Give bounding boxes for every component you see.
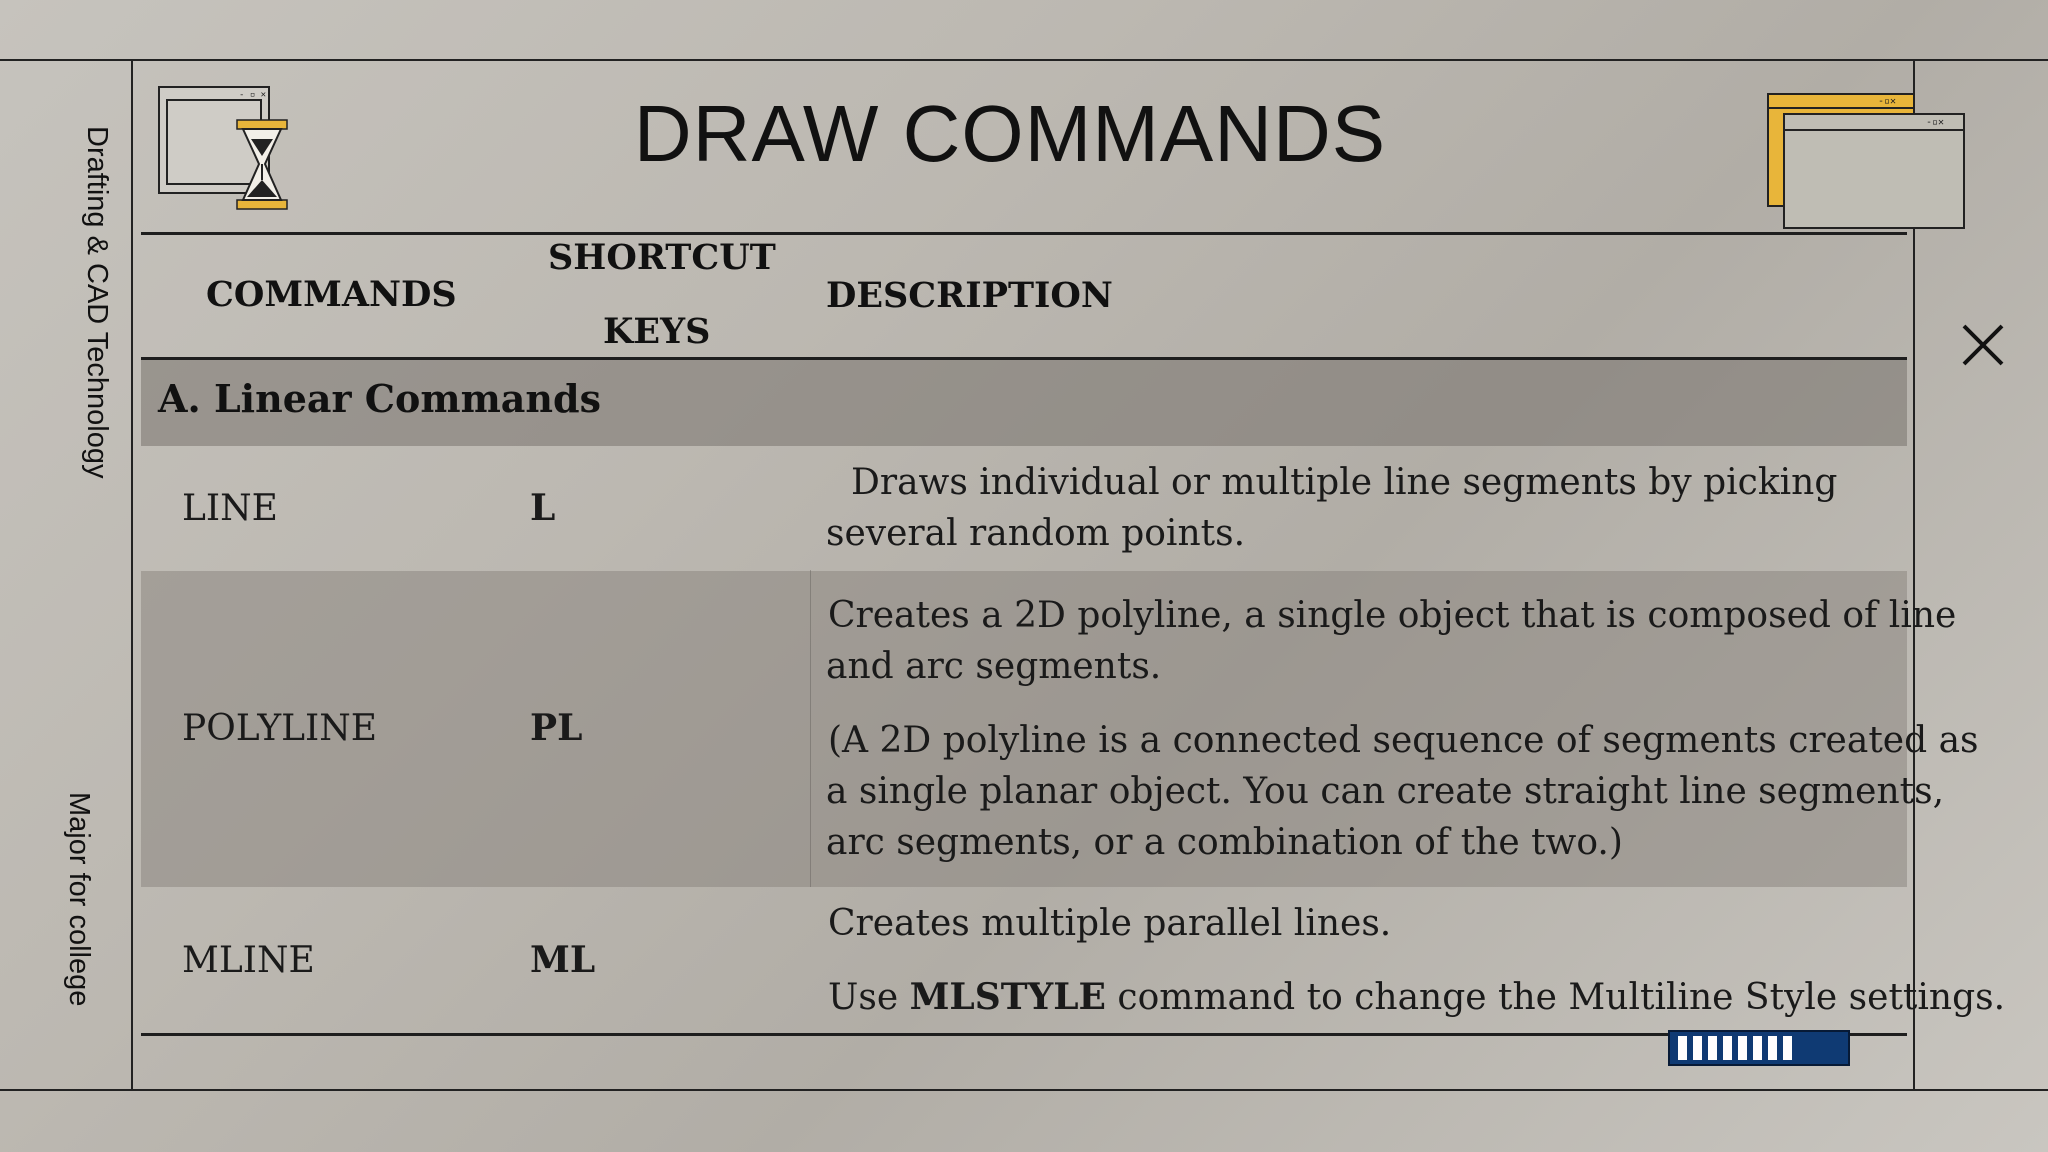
page-title: DRAW COMMANDS: [633, 89, 1387, 178]
description-line: and arc segments.: [826, 646, 1162, 687]
major-label: Major for college: [63, 792, 95, 1007]
description-line: (A 2D polyline is a connected sequence of segments created as: [828, 720, 1979, 761]
frame-bottom-line: [0, 1089, 2048, 1091]
progress-segment: [1723, 1036, 1732, 1060]
description-text: Use: [828, 977, 910, 1018]
description-line: arc segments, or a combination of the two.): [826, 822, 1623, 863]
description-text: command to change the Multiline Style settings.: [1105, 977, 2006, 1018]
progress-segment: [1678, 1036, 1687, 1060]
command-cell: LINE: [182, 488, 278, 529]
column-header-description: DESCRIPTION: [826, 275, 1113, 316]
progress-bar: [1668, 1030, 1850, 1066]
table-bottom-rule: [141, 1033, 1907, 1036]
progress-segment: [1783, 1036, 1792, 1060]
progress-segment: [1738, 1036, 1747, 1060]
frame-top-line: [0, 59, 2048, 61]
description-line: several random points.: [826, 513, 1246, 554]
shortcut-cell: ML: [530, 939, 596, 981]
svg-text:- ▫ ✕: - ▫ ✕: [239, 90, 267, 100]
table-top-rule: [141, 232, 1907, 235]
column-divider: [810, 570, 811, 887]
mlstyle-keyword: MLSTYLE: [909, 976, 1106, 1018]
description-line: Creates a 2D polyline, a single object that is composed of line: [828, 595, 1957, 636]
stacked-windows-icon: [1766, 92, 1966, 232]
hourglass-window-icon: [157, 84, 293, 214]
progress-segment: [1753, 1036, 1762, 1060]
command-cell: POLYLINE: [182, 708, 378, 749]
column-header-shortcut: SHORTCUT: [548, 237, 776, 278]
shortcut-cell: PL: [530, 707, 583, 749]
command-cell: MLINE: [182, 940, 315, 981]
svg-text:-▫✕: -▫✕: [1878, 96, 1897, 107]
shortcut-cell: L: [530, 487, 556, 529]
progress-segment: [1708, 1036, 1717, 1060]
close-button[interactable]: [1958, 320, 2008, 370]
description-line: a single planar object. You can create straight line segments,: [826, 771, 1945, 812]
svg-text:-▫✕: -▫✕: [1926, 117, 1945, 128]
frame-left-line: [131, 60, 133, 1091]
description-line: [828, 972, 2005, 1023]
close-icon: [1958, 320, 2008, 370]
description-line: Draws individual or multiple line segments by picking: [851, 462, 1838, 503]
progress-segment: [1693, 1036, 1702, 1060]
description-line: Creates multiple parallel lines.: [828, 903, 1392, 944]
progress-segment: [1768, 1036, 1777, 1060]
column-header-keys: KEYS: [603, 311, 711, 352]
section-label: A. Linear Commands: [158, 376, 601, 421]
course-label: Drafting & CAD Technology: [81, 126, 113, 479]
column-header-commands: COMMANDS: [206, 274, 457, 315]
